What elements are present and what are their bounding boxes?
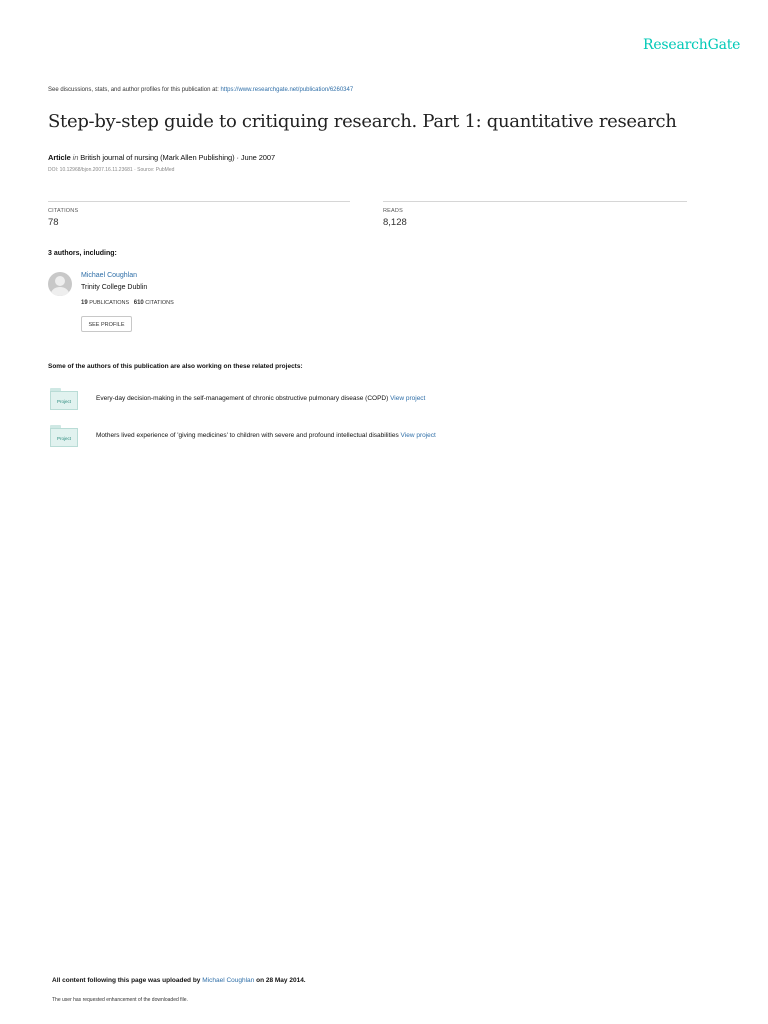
citations-value: 78 [48, 217, 59, 228]
citations-divider [48, 201, 350, 202]
see-discussions-text: See discussions, stats, and author profiles for this publication at: [48, 87, 219, 93]
project-icon-label: Project [50, 391, 78, 410]
in-label: in [72, 153, 79, 162]
project-title: Mothers lived experience of 'giving medicines' to children with severe and profound intellectual disabilities [96, 432, 399, 439]
uploaded-suffix: on 28 May 2014. [256, 977, 306, 984]
author-institution: Trinity College Dublin [81, 284, 148, 291]
project-title: Every-day decision-making in the self-management of chronic obstructive pulmonary disease (COPD) [96, 395, 389, 402]
author-citations-count: 610 [133, 300, 144, 306]
publication-url-link[interactable]: https://www.researchgate.net/publication/6260347 [220, 87, 354, 93]
project-folder-icon [50, 388, 78, 412]
doi-line: DOI: 10.12968/bjon.2007.16.11.23681 · Source: PubMed [48, 167, 175, 173]
avatar-head-shape [55, 276, 65, 286]
publication-date: June 2007 [240, 153, 276, 162]
project-item [96, 432, 436, 439]
view-project-link[interactable]: View project [390, 395, 426, 402]
uploaded-by-line [52, 977, 306, 984]
author-name-link[interactable]: Michael Coughlan [81, 272, 138, 279]
author-publications-label: PUBLICATIONS [89, 300, 130, 306]
enhancement-note: The user has requested enhancement of the downloaded file. [52, 997, 188, 1003]
see-discussions-line [48, 87, 353, 93]
journal-name: British journal of nursing (Mark Allen Publishing) [80, 153, 235, 162]
reads-value: 8,128 [383, 217, 407, 228]
project-item [96, 395, 425, 402]
date-separator: · [236, 153, 239, 162]
publication-title: Step-by-step guide to critiquing research. Part 1: quantitative research [48, 111, 677, 132]
authors-heading: 3 authors, including: [48, 250, 117, 257]
see-profile-button[interactable]: SEE PROFILE [81, 316, 132, 332]
author-avatar[interactable] [48, 272, 72, 296]
citations-label: CITATIONS [48, 208, 79, 214]
project-icon-label: Project [50, 428, 78, 447]
view-project-link[interactable]: View project [400, 432, 436, 439]
researchgate-logo[interactable]: ResearchGate [643, 37, 741, 53]
author-citations-label: CITATIONS [145, 300, 174, 306]
reads-label: READS [383, 208, 403, 214]
projects-heading: Some of the authors of this publication are also working on these related projects: [48, 363, 303, 370]
publication-meta [48, 153, 275, 162]
project-folder-icon [50, 425, 78, 449]
uploader-link[interactable]: Michael Coughlan [202, 977, 255, 984]
author-publications-count: 19 [81, 300, 88, 306]
reads-divider [383, 201, 687, 202]
author-stats [81, 300, 174, 306]
uploaded-prefix: All content following this page was uploaded by [52, 977, 201, 984]
avatar-body-shape [51, 287, 69, 296]
publication-type: Article [48, 153, 71, 162]
